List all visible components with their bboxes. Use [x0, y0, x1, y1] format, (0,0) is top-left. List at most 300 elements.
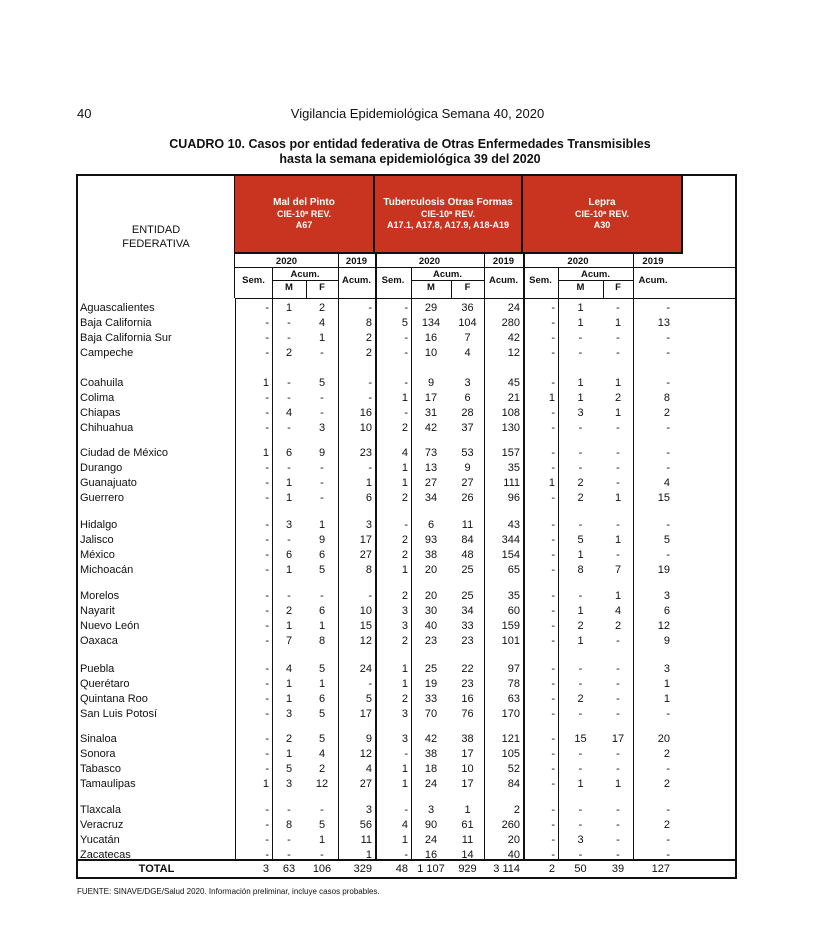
year-current-label: 2020 [275, 256, 298, 267]
state-name: Veracruz [80, 818, 124, 831]
state-name: Tamaulipas [80, 777, 136, 790]
value-cell: 8 [577, 563, 584, 576]
value-cell: - [265, 619, 269, 632]
value-cell: 24 [424, 833, 438, 846]
value-cell: - [578, 747, 583, 760]
state-name: Colima [80, 391, 115, 404]
value-cell: - [404, 331, 408, 344]
value-cell: 9 [318, 447, 326, 459]
value-cell: 105 [501, 747, 520, 760]
value-cell: 84 [507, 777, 520, 790]
value-cell: - [551, 604, 555, 617]
value-cell: 1 [548, 476, 555, 489]
value-cell: 5 [577, 533, 584, 546]
value-cell: 5 [401, 316, 408, 329]
value-cell: 1 [577, 377, 584, 389]
value-cell: 3 [401, 604, 408, 617]
value-cell: 10 [424, 346, 438, 359]
value-cell: 38 [424, 747, 438, 760]
value-cell: - [616, 447, 620, 459]
value-cell: 48 [461, 548, 474, 561]
value-cell: 157 [501, 447, 520, 459]
state-name: Sinaloa [80, 733, 117, 745]
value-cell: - [551, 848, 555, 861]
value-cell: 6 [663, 604, 670, 617]
value-cell: 1 [318, 833, 326, 846]
state-name: Ciudad de México [80, 447, 169, 459]
value-cell: 1 [318, 331, 326, 344]
state-name: Chihuahua [80, 421, 134, 434]
acum-prev-label: Acum. [341, 275, 372, 286]
value-cell: - [666, 331, 670, 344]
value-cell: - [287, 848, 291, 861]
value-cell: 2 [614, 619, 622, 632]
value-cell: - [578, 346, 583, 359]
value-cell: - [265, 476, 269, 489]
value-cell: 1 [285, 302, 293, 314]
value-cell: 5 [318, 563, 326, 576]
value-cell: 1 [577, 316, 584, 329]
m-label: M [576, 282, 585, 293]
value-cell: 6 [318, 604, 326, 617]
value-cell: 45 [507, 377, 520, 389]
value-cell: 6 [285, 548, 293, 561]
value-cell: - [265, 707, 269, 720]
value-cell: - [578, 461, 583, 474]
value-cell: 6 [427, 519, 435, 531]
value-cell: 1 [285, 619, 293, 632]
value-cell: 23 [359, 447, 372, 459]
value-cell: - [616, 331, 620, 344]
value-cell: 2 [318, 762, 326, 775]
table-row [78, 605, 735, 619]
value-cell: 2 [577, 692, 584, 705]
value-cell: 31 [424, 406, 438, 419]
value-cell: - [551, 447, 555, 459]
value-cell: 3 [663, 663, 670, 675]
value-cell: 33 [461, 619, 474, 632]
value-cell: 3 [401, 707, 408, 720]
value-cell: 3 [427, 804, 435, 816]
value-cell: 40 [424, 619, 438, 632]
total-value-cell: 3 [262, 863, 269, 875]
value-cell: - [265, 848, 269, 861]
group-cie: CIE-10ª REV. [420, 209, 476, 219]
value-cell: 1 [365, 848, 372, 861]
f-label: F [319, 282, 325, 293]
value-cell: - [404, 377, 408, 389]
table-row [78, 635, 735, 649]
total-value-cell: 1 107 [417, 863, 445, 875]
value-cell: - [578, 818, 583, 831]
value-cell: - [666, 548, 670, 561]
value-cell: - [616, 677, 620, 690]
value-cell: 260 [501, 818, 520, 831]
value-cell: 7 [285, 634, 293, 647]
value-cell: 9 [464, 461, 471, 474]
value-cell: - [551, 747, 555, 760]
value-cell: 13 [657, 316, 670, 329]
value-cell: - [616, 461, 620, 474]
entidad-header [78, 176, 235, 298]
value-cell: - [666, 461, 670, 474]
value-cell: 121 [501, 733, 520, 745]
value-cell: 3 [577, 406, 584, 419]
value-cell: 1 [318, 677, 326, 690]
value-cell: 2 [365, 331, 372, 344]
value-cell: 1 [285, 677, 293, 690]
value-cell: - [551, 833, 555, 846]
value-cell: 7 [614, 563, 622, 576]
value-cell: - [551, 406, 555, 419]
value-cell: 1 [285, 476, 293, 489]
value-cell: 34 [424, 491, 438, 504]
value-cell: 17 [461, 777, 474, 790]
value-cell: - [320, 590, 324, 602]
value-cell: - [404, 747, 408, 760]
value-cell: - [616, 302, 620, 314]
value-cell: 1 [614, 316, 622, 329]
value-cell: - [551, 533, 555, 546]
value-cell: 1 [285, 692, 293, 705]
total-value-cell: 329 [353, 863, 372, 875]
value-cell: - [616, 833, 620, 846]
value-cell: 17 [359, 707, 372, 720]
value-cell: 42 [424, 421, 438, 434]
value-cell: - [265, 733, 269, 745]
footnote: FUENTE: SINAVE/DGE/Salud 2020. Información preliminar, incluye casos probables. [77, 887, 380, 896]
value-cell: 1 [285, 563, 293, 576]
value-cell: 3 [285, 777, 293, 790]
value-cell: 6 [365, 491, 372, 504]
value-cell: 2 [401, 421, 408, 434]
table-row [78, 678, 735, 692]
year-divider [633, 254, 634, 298]
value-cell: - [320, 346, 324, 359]
state-name: Michoacán [80, 563, 134, 576]
value-cell: - [551, 677, 555, 690]
value-cell: - [666, 377, 670, 389]
year-divider [338, 254, 339, 298]
value-cell: 1 [285, 747, 293, 760]
value-cell: 38 [424, 548, 438, 561]
value-cell: 1 [401, 833, 408, 846]
value-cell: - [616, 818, 620, 831]
value-cell: - [287, 316, 291, 329]
value-cell: - [551, 461, 555, 474]
value-cell: - [287, 377, 291, 389]
value-cell: 4 [614, 604, 622, 617]
entidad-header-line1: ENTIDAD [131, 224, 181, 236]
value-cell: 42 [507, 331, 520, 344]
value-cell: - [616, 548, 620, 561]
value-cell: 1 [365, 476, 372, 489]
value-cell: - [616, 346, 620, 359]
value-cell: - [265, 590, 269, 602]
value-cell: - [578, 804, 583, 816]
state-name: Guanajuato [80, 476, 137, 489]
value-cell: - [578, 848, 583, 861]
value-cell: - [265, 421, 269, 434]
value-cell: 6 [318, 548, 326, 561]
value-cell: - [578, 677, 583, 690]
value-cell: 4 [464, 346, 471, 359]
state-name: Querétaro [80, 677, 130, 690]
value-cell: 24 [507, 302, 520, 314]
value-cell: - [616, 421, 620, 434]
table-title [60, 137, 760, 167]
value-cell: 5 [318, 377, 326, 389]
year-prev-label: 2019 [492, 256, 515, 267]
value-cell: - [551, 548, 555, 561]
value-cell: 13 [424, 461, 438, 474]
value-cell: 1 [577, 391, 584, 404]
value-cell: - [265, 762, 269, 775]
f-label: F [464, 282, 471, 293]
state-name: Quintana Roo [80, 692, 148, 705]
value-cell: - [404, 519, 408, 531]
value-cell: 84 [461, 533, 474, 546]
value-cell: 27 [461, 476, 474, 489]
value-cell: 16 [424, 848, 438, 861]
value-cell: 42 [424, 733, 438, 745]
value-cell: - [551, 346, 555, 359]
value-cell: 1 [614, 533, 622, 546]
value-cell: 1 [262, 447, 269, 459]
value-cell: 26 [461, 491, 474, 504]
value-cell: 1 [614, 777, 622, 790]
value-cell: 38 [461, 733, 474, 745]
table-row [78, 708, 735, 722]
value-cell: 170 [501, 707, 520, 720]
value-cell: 111 [503, 476, 520, 489]
mf-divider [603, 280, 604, 298]
group-cie: CIE-10ª REV. [276, 209, 332, 219]
value-cell: 3 [464, 377, 471, 389]
value-cell: 1 [577, 604, 584, 617]
value-cell: - [551, 316, 555, 329]
value-cell: - [320, 848, 324, 861]
value-cell: 3 [401, 733, 408, 745]
value-cell: 33 [424, 692, 438, 705]
table-row [78, 392, 735, 406]
group-name: Mal del Pinto [273, 197, 335, 208]
value-cell: 2 [285, 733, 293, 745]
value-cell: - [666, 848, 670, 861]
value-cell: 93 [424, 533, 438, 546]
total-value-cell: 106 [312, 863, 332, 875]
value-cell: 1 [401, 677, 408, 690]
value-cell: 5 [663, 533, 670, 546]
value-cell: 17 [611, 733, 625, 745]
value-cell: 34 [461, 604, 474, 617]
value-cell: - [265, 533, 269, 546]
group-code: A30 [593, 220, 611, 230]
sem-divider [558, 267, 559, 298]
group-header-1 [235, 176, 375, 254]
value-cell: 1 [285, 491, 293, 504]
acum-prev-label: Acum. [638, 275, 668, 286]
value-cell: 52 [507, 762, 520, 775]
value-cell: 12 [315, 777, 329, 790]
value-cell: - [616, 804, 620, 816]
value-cell: 2 [614, 391, 622, 404]
mf-divider [451, 280, 452, 298]
value-cell: 159 [501, 619, 520, 632]
value-cell: 3 [401, 619, 408, 632]
table-row [78, 590, 735, 604]
value-cell: 1 [262, 377, 269, 389]
value-cell: - [265, 634, 269, 647]
value-cell: 12 [657, 619, 670, 632]
table-row [78, 834, 735, 848]
value-cell: - [404, 346, 408, 359]
value-cell: 9 [663, 634, 670, 647]
value-cell: - [616, 519, 620, 531]
header-bottom-rule [235, 298, 735, 299]
value-cell: - [287, 331, 291, 344]
value-cell: 1 [318, 619, 326, 632]
acum-rule [558, 280, 633, 281]
value-cell: 9 [365, 733, 372, 745]
table-row [78, 534, 735, 548]
value-cell: 1 [577, 777, 584, 790]
value-cell: 5 [285, 762, 293, 775]
value-cell: 2 [401, 533, 408, 546]
state-name: Tabasco [80, 762, 121, 775]
state-name: Morelos [80, 590, 120, 602]
value-cell: 4 [318, 747, 326, 760]
value-cell: 4 [285, 663, 293, 675]
value-cell: - [368, 377, 372, 389]
value-cell: 5 [365, 692, 372, 705]
value-cell: - [616, 848, 620, 861]
page-number: 40 [77, 106, 92, 121]
value-cell: 130 [501, 421, 520, 434]
table-row [78, 519, 735, 533]
value-cell: - [578, 762, 583, 775]
value-cell: 15 [574, 733, 587, 745]
table-row [78, 733, 735, 747]
value-cell: - [578, 331, 583, 344]
cases-table [76, 174, 737, 879]
value-cell: - [616, 634, 620, 647]
value-cell: 12 [507, 346, 520, 359]
total-value-cell: 127 [651, 863, 670, 875]
value-cell: 2 [318, 302, 326, 314]
value-cell: 23 [424, 634, 438, 647]
state-name: Aguascalientes [80, 302, 155, 314]
value-cell: 24 [424, 777, 438, 790]
value-cell: 76 [461, 707, 474, 720]
value-cell: 2 [663, 747, 670, 760]
value-cell: 65 [507, 563, 520, 576]
value-cell: 23 [461, 634, 474, 647]
value-cell: 3 [365, 804, 372, 816]
value-cell: - [287, 421, 291, 434]
value-cell: 134 [421, 316, 441, 329]
acum-current-label: Acum. [432, 269, 463, 280]
value-cell: 280 [501, 316, 520, 329]
table-row [78, 693, 735, 707]
value-cell: - [265, 692, 269, 705]
value-cell: - [404, 804, 408, 816]
group-name: Lepra [588, 197, 616, 208]
value-cell: 18 [424, 762, 438, 775]
sem-label: Sem. [529, 275, 552, 286]
state-name: Guerrero [80, 491, 125, 504]
value-cell: - [551, 377, 555, 389]
value-cell: 1 [614, 590, 622, 602]
value-cell: 35 [507, 461, 520, 474]
value-cell: - [551, 421, 555, 434]
value-cell: - [265, 604, 269, 617]
table-row [78, 564, 735, 578]
table-row [78, 477, 735, 491]
acum-rule [272, 280, 338, 281]
value-cell: - [265, 548, 269, 561]
value-cell: - [666, 804, 670, 816]
value-cell: 10 [359, 421, 372, 434]
value-cell: - [265, 818, 269, 831]
value-cell: 16 [461, 692, 474, 705]
value-cell: - [320, 406, 324, 419]
value-cell: 1 [577, 548, 584, 561]
value-cell: 344 [501, 533, 520, 546]
value-cell: 37 [461, 421, 474, 434]
value-cell: - [551, 331, 555, 344]
value-cell: 4 [401, 447, 408, 459]
value-cell: - [265, 491, 269, 504]
value-cell: 9 [427, 377, 435, 389]
table-row [78, 620, 735, 634]
value-cell: - [551, 733, 555, 745]
value-cell: - [551, 491, 555, 504]
value-cell: - [666, 421, 670, 434]
value-cell: - [368, 302, 372, 314]
value-cell: 104 [458, 316, 477, 329]
value-cell: 2 [285, 604, 293, 617]
value-cell: 29 [424, 302, 438, 314]
value-cell: 2 [577, 476, 584, 489]
value-cell: - [368, 590, 372, 602]
value-cell: 101 [501, 634, 520, 647]
value-cell: 4 [663, 476, 670, 489]
state-name: Zacatecas [80, 848, 131, 861]
value-cell: 61 [461, 818, 474, 831]
value-cell: - [265, 346, 269, 359]
value-cell: 2 [401, 491, 408, 504]
value-cell: 25 [461, 590, 474, 602]
value-cell: 1 [614, 377, 622, 389]
value-cell: 53 [461, 447, 474, 459]
value-cell: 10 [359, 604, 372, 617]
year-current-label: 2020 [567, 256, 589, 267]
value-cell: 1 [614, 491, 622, 504]
value-cell: 1 [663, 692, 670, 705]
value-cell: - [666, 346, 670, 359]
total-value-cell: 2 [548, 863, 555, 875]
title-line-1: CUADRO 10. Casos por entidad federativa de Otras Enfermedades Transmisibles [169, 137, 651, 151]
value-cell: 3 [577, 833, 584, 846]
value-cell: - [287, 590, 291, 602]
value-cell: 6 [318, 692, 326, 705]
value-cell: 12 [359, 747, 372, 760]
value-cell: - [616, 476, 620, 489]
value-cell: 2 [285, 346, 293, 359]
value-cell: - [551, 692, 555, 705]
value-cell: 10 [461, 762, 474, 775]
